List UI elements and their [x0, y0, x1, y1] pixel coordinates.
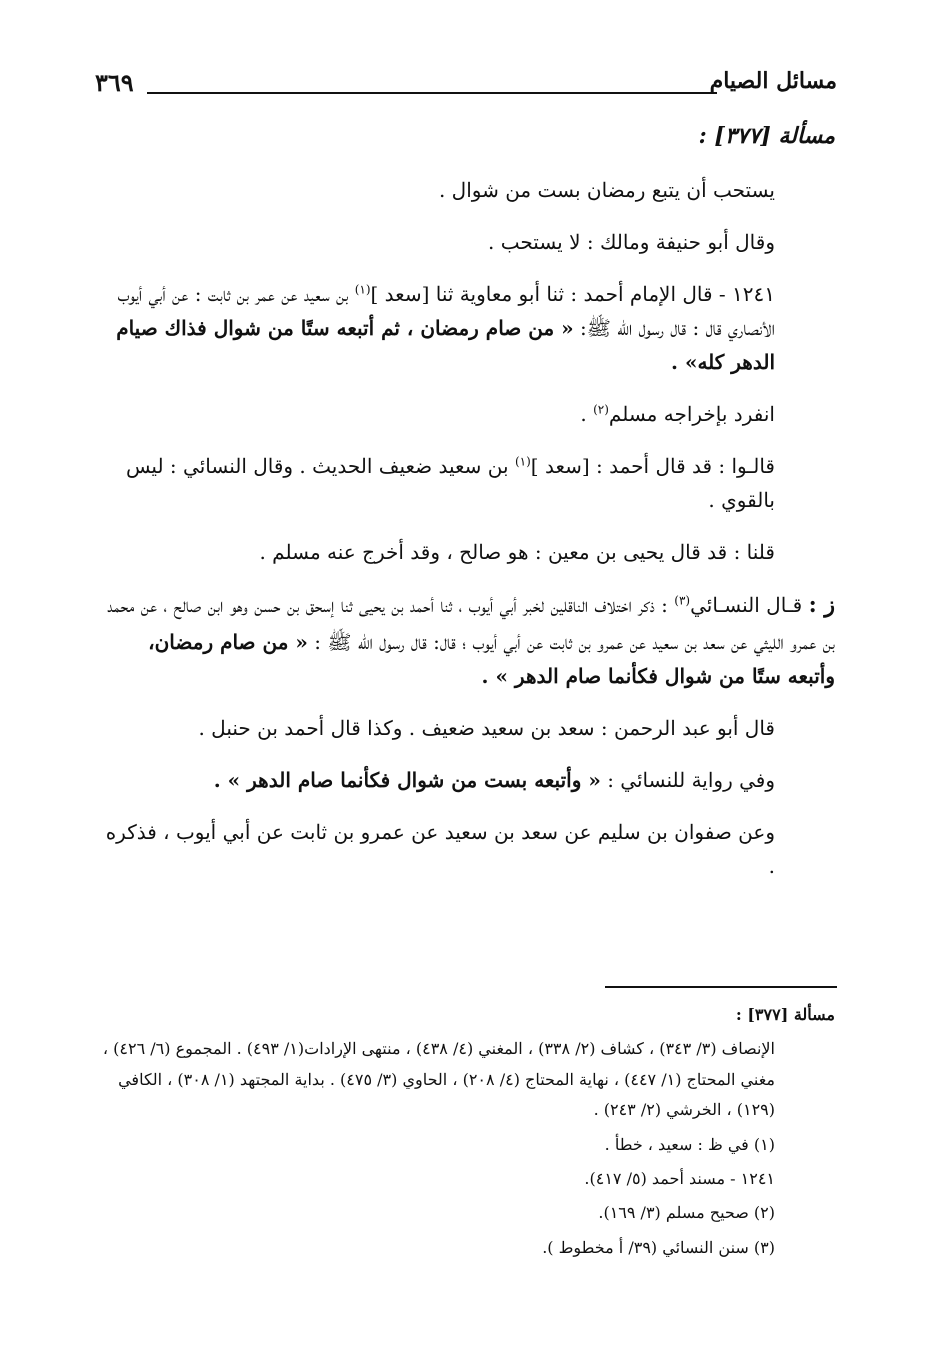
paragraph-muslim-end: . — [580, 402, 587, 427]
paragraph-nasai-b: : ذكر اختلاف الناقلين لخبر أبي أيوب ، ثنا أحمد بن يحيى ثنا إسحق بن حسن وهو ابن صالح ، عن محمد بن عمرو الليثي عن سعد بن سعيد عن عمرو بن ثابت عن أبي أيوب ؛ قال: قال رسول الله ﷺ : — [107, 593, 835, 654]
paragraph-reply: قلنا : قد قال يحيى بن معين : هو صالح ، وقد أخرج عنه مسلم . — [259, 540, 775, 565]
paragraph-muslim — [95, 397, 835, 431]
footnote-ref-1b: (١) — [514, 454, 531, 469]
paragraph-nasai-a: قـال النسـائي — [690, 593, 803, 618]
paragraph-nasai-quote: « من صام رمضان، وأتبعه ستًا من شوال فكأنما صام الدهر » . — [148, 629, 835, 688]
paragraph-safwan: وعن صفوان بن سليم عن سعد بن سعيد عن عمرو بن ثابت عن أبي أيوب ، فذكره . — [105, 819, 775, 878]
hadith-1241 — [95, 277, 835, 379]
paragraph-abd-al-rahman: قال أبو عبد الرحمن : سعد بن سعيد ضعيف . وكذا قال أحمد بن حنبل . — [198, 715, 775, 740]
footnote-ref-1: (١) — [354, 282, 371, 297]
hadith-1241-quote: « من صام رمضان ، ثم أتبعه ستًا من شوال فذاك صيام الدهر كله» . — [116, 316, 775, 375]
paragraph-nasai-narration — [95, 763, 835, 797]
paragraph-nasai-narration-a: وفي رواية للنسائي : — [607, 767, 775, 792]
hadith-1241-text-b: بن سعيد عن عمر بن ثابت : عن أبي أيوب الأنصاري قال : قال رسول الله ﷺ: — [117, 282, 775, 341]
paragraph-muslim-text: انفرد بإخراجه مسلم — [608, 402, 775, 427]
page-number: ٣٦٩ — [95, 68, 134, 97]
footnote-rule — [605, 986, 837, 988]
footnote-3: (٣) سنن النسائي (٣٩/ أ مخطوط ). — [542, 1237, 775, 1257]
paragraph-nasai-narration-quote: « وأتبعه بست من شوال فكأنما صام الدهر » . — [213, 767, 601, 792]
footnote-2: (٢) صحيح مسلم (٣/ ١٦٩). — [598, 1203, 775, 1223]
hadith-1241-text-a: ١٢٤١ - قال الإمام أحمد : ثنا أبو معاوية ثنا [سعد ] — [370, 282, 775, 307]
footnote-heading: مسألة [٣٧٧] : — [735, 1005, 835, 1024]
running-title: مسائل الصيام — [709, 68, 837, 94]
footnote-1: (١) في ظ : سعيد ، خطأ . — [604, 1134, 775, 1154]
zay-marker: ز : — [808, 592, 835, 619]
paragraph-objection-a: قالـوا : قد قال أحمد : [سعد ] — [530, 454, 775, 479]
paragraph-2: وقال أبو حنيفة ومالك : لا يستحب . — [488, 230, 775, 255]
masala-title: مسألة [٣٧٧] : — [698, 123, 835, 149]
page-header — [95, 68, 837, 108]
header-rule — [147, 92, 717, 94]
footnote-ref-3: (٣) — [674, 593, 691, 608]
paragraph-objection-b: بن سعيد ضعيف الحديث . وقال النسائي : ليس بالقوي . — [125, 454, 775, 513]
paragraph-nasai — [95, 587, 835, 692]
paragraph-objection — [95, 449, 835, 517]
footnote-references: الإنصاف (٣/ ٣٤٣) ، كشاف (٢/ ٣٣٨) ، المغني (٤/ ٤٣٨) ، منتهى الإرادات(١/ ٤٩٣) . المجموع (٦/ ٤٢٦) ، مغني المحتاج (١/ ٤٤٧) ، نهاية المحتاج (٤/ ٢٠٨) ، الحاوي (٣/ ٤٧٥) . بداية المجتهد (١/ ٣٠٨) ، الكافي (١٢٩) ، الخرشي (٢/ ٢٤٣) . — [102, 1039, 775, 1120]
footnotes — [95, 1000, 835, 1267]
footnote-ref-2: (٢) — [593, 402, 609, 417]
main-text — [95, 118, 835, 901]
footnote-1241: ١٢٤١ - مسند أحمد (٥/ ٤١٧). — [584, 1168, 775, 1188]
paragraph-1: يستحب أن يتبع رمضان بست من شوال . — [438, 178, 775, 203]
